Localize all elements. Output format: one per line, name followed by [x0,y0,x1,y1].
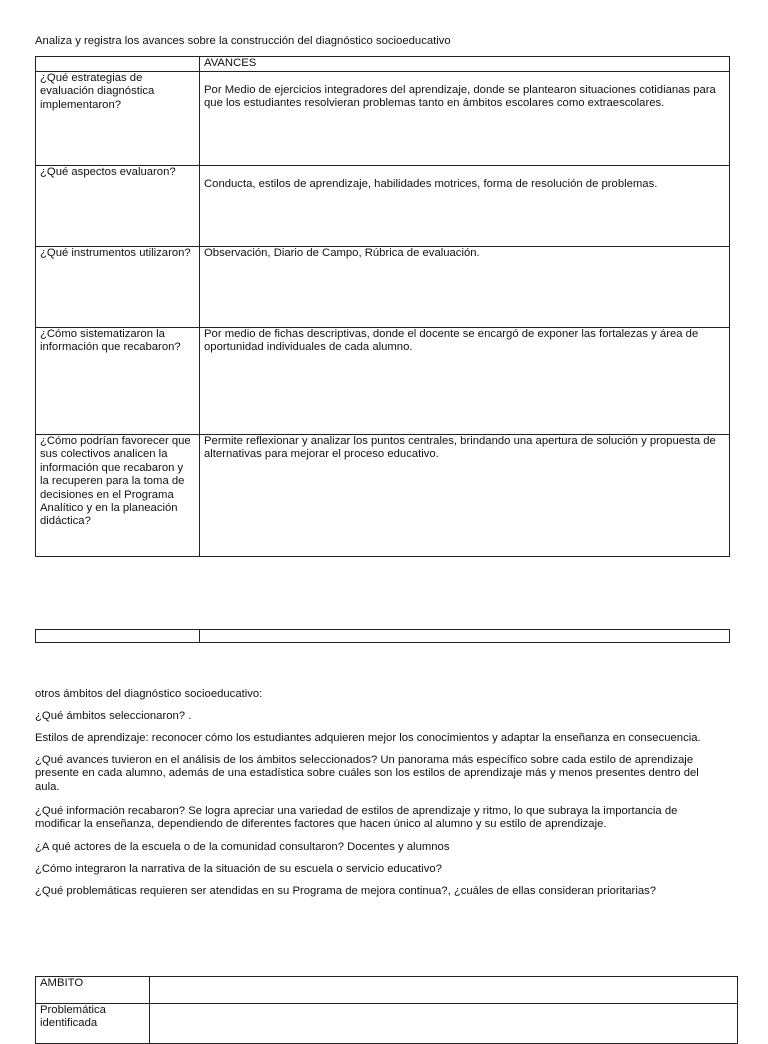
table-row [36,435,730,557]
question-cell: ¿Qué estrategias de evaluación diagnóstica implementaron? [36,72,200,166]
ambito-table [35,976,738,1044]
table-row [36,977,738,1004]
table-row [36,630,730,643]
table-row [36,247,730,328]
empty-cell [200,630,730,643]
paragraph: otros ámbitos del diagnóstico socioeducativo: [35,688,263,700]
paragraph: ¿Qué problemáticas requieren ser atendidas en su Programa de mejora continua?, ¿cuáles de ellas consideran prioritarias? [35,885,657,897]
answer-cell: Permite reflexionar y analizar los puntos centrales, brindando una apertura de solución y propuesta de alternativas para mejorar el proceso educativo. [200,435,730,557]
table-row [36,166,730,247]
paragraph: ¿A qué actores de la escuela o de la comunidad consultaron? Docentes y alumnos [35,841,450,853]
paragraph: ¿Qué ámbitos seleccionaron? . [35,710,192,722]
answer-cell: Observación, Diario de Campo, Rúbrica de evaluación. [200,247,730,328]
problematica-label-cell: Problemática identificada [36,1004,150,1044]
ambito-label-cell: AMBITO [36,977,150,1004]
question-cell: ¿Qué instrumentos utilizaron? [36,247,200,328]
intro-text: Analiza y registra los avances sobre la construcción del diagnóstico socioeducativo [35,35,451,47]
avances-table [35,56,730,557]
empty-table [35,629,730,643]
paragraph: Estilos de aprendizaje: reconocer cómo los estudiantes adquieren mejor los conocimientos y adaptar la enseñanza en consecuencia. [35,732,701,744]
paragraph: ¿Qué información recabaron? Se logra apreciar una variedad de estilos de aprendizaje y ritmo, lo que subraya la importancia de modificar la enseñanza, dependiendo de diferentes factores que hacen único al alumno y su estilo de aprendizaje. [35,805,678,831]
table-row [36,72,730,166]
empty-cell [36,630,200,643]
ambito-value-cell [150,977,738,1004]
question-cell: ¿Qué aspectos evaluaron? [36,166,200,247]
question-cell: ¿Cómo podrían favorecer que sus colectivos analicen la información que recabaron y la recuperen para la toma de decisiones en el Programa Analítico y en la planeación didáctica? [36,435,200,557]
paragraph: ¿Cómo integraron la narrativa de la situación de su escuela o servicio educativo? [35,863,442,875]
question-cell: ¿Cómo sistematizaron la información que recabaron? [36,328,200,435]
header-empty-cell [36,57,200,72]
answer-cell: Por medio de fichas descriptivas, donde el docente se encargó de exponer las fortalezas y área de oportunidad individuales de cada alumno. [200,328,730,435]
answer-cell: Conducta, estilos de aprendizaje, habilidades motrices, forma de resolución de problemas. [200,166,730,247]
table-row [36,328,730,435]
header-avances-cell: AVANCES [200,57,730,72]
answer-cell: Por Medio de ejercicios integradores del aprendizaje, donde se plantearon situaciones cotidianas para que los estudiantes resolvieran problemas tanto en ámbitos escolares como extraescolares. [200,72,730,166]
paragraph: ¿Qué avances tuvieron en el análisis de los ámbitos seleccionados? Un panorama más específico sobre cada estilo de aprendizaje presente en cada alumno, además de una estadística sobre cuáles son los estilos de aprendizaje más y menos presentes dentro del aula. [35,754,699,793]
table-header-row [36,57,730,72]
